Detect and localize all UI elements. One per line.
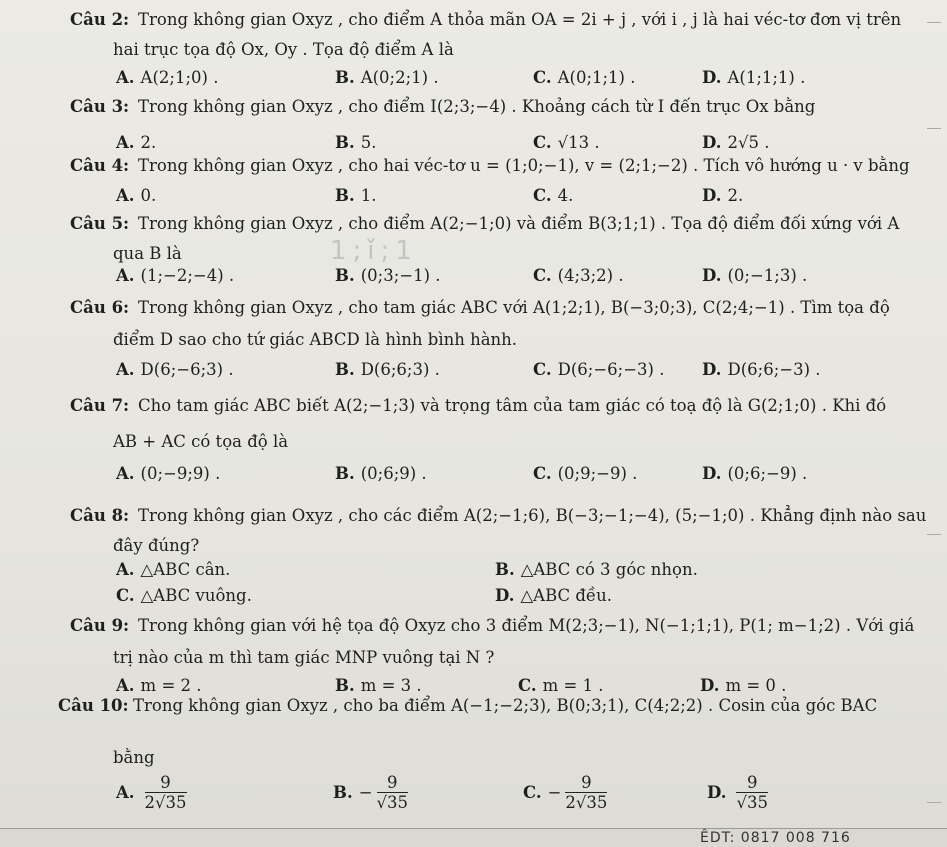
option-letter: A. (116, 360, 135, 379)
option-text: (0;6;9) . (360, 464, 427, 483)
question-number: Câu 8: (70, 506, 130, 525)
option-text: 4. (557, 186, 574, 205)
option-text: 2. (140, 133, 157, 152)
option-letter: C. (533, 464, 552, 483)
handwritten-scribble: 1;ǐ;1 (330, 236, 418, 266)
question-text: Trong không gian Oxyz , cho điểm I(2;3;−4) . Khoảng cách từ I đến trục Ox bằng (138, 97, 816, 116)
option-text: (1;−2;−4) . (140, 266, 235, 285)
option-b[interactable] (335, 68, 439, 88)
option-c[interactable] (116, 586, 252, 606)
option-a[interactable] (116, 68, 218, 88)
option-a[interactable] (116, 360, 234, 380)
denominator: √35 (736, 793, 768, 812)
option-a[interactable] (116, 133, 156, 153)
option-d[interactable] (702, 360, 821, 380)
question-text: qua B là (113, 244, 182, 263)
question-number: Câu 7: (70, 396, 130, 415)
option-text: 5. (360, 133, 377, 152)
denominator: 2√35 (144, 793, 187, 812)
option-letter: B. (335, 676, 355, 695)
option-d[interactable] (702, 186, 743, 206)
option-letter: D. (700, 676, 720, 695)
question-number: Câu 9: (70, 616, 130, 635)
option-text: 0. (140, 186, 157, 205)
option-d[interactable] (702, 68, 805, 88)
option-fraction (377, 774, 409, 813)
option-d[interactable] (707, 774, 768, 813)
option-c[interactable] (533, 464, 637, 484)
option-letter: A. (116, 266, 135, 285)
numerator: 9 (377, 774, 409, 793)
option-letter: D. (702, 133, 722, 152)
question-text: Trong không gian Oxyz , cho hai véc-tơ u = (1;0;−1), v = (2;1;−2) . Tích vô hướng u · v bằng (138, 156, 910, 175)
option-letter: A. (116, 676, 135, 695)
option-letter: C. (533, 266, 552, 285)
option-text: (0;9;−9) . (557, 464, 638, 483)
option-text: A(0;2;1) . (360, 68, 439, 87)
question-text: Trong không gian với hệ tọa độ Oxyz cho 3 điểm M(2;3;−1), N(−1;1;1), P(1; m−1;2) . Với giá (138, 616, 915, 635)
option-c[interactable] (533, 360, 664, 380)
option-fraction (736, 774, 768, 813)
option-letter: C. (533, 186, 552, 205)
option-c[interactable] (533, 133, 600, 153)
option-text: m = 1 . (542, 676, 604, 695)
option-text: m = 0 . (725, 676, 787, 695)
margin-tick (927, 128, 941, 129)
option-text: △ABC có 3 góc nhọn. (520, 560, 698, 579)
option-text: m = 2 . (140, 676, 202, 695)
question-text: điểm D sao cho tứ giác ABCD là hình bình hành. (113, 330, 518, 349)
option-d[interactable] (702, 464, 807, 484)
option-d[interactable] (702, 266, 807, 286)
option-a[interactable] (116, 266, 234, 286)
option-a[interactable] (116, 676, 202, 696)
question-text: Trong không gian Oxyz , cho các điểm A(2;−1;6), B(−3;−1;−4), (5;−1;0) . Khẳng định nào sau (138, 506, 927, 525)
option-a[interactable] (116, 774, 187, 813)
denominator: 2√35 (565, 793, 608, 812)
option-letter: B. (335, 186, 355, 205)
option-text: D(6;6;−3) . (727, 360, 821, 379)
option-fraction (565, 774, 607, 813)
option-letter: C. (523, 783, 542, 802)
question-text: hai trục tọa độ Ox, Oy . Tọa độ điểm A là (113, 40, 454, 59)
option-letter: A. (116, 560, 135, 579)
option-letter: A. (116, 68, 135, 87)
numerator: 9 (565, 774, 607, 793)
option-text: △ABC vuông. (140, 586, 252, 605)
option-letter: C. (116, 586, 135, 605)
option-d[interactable] (700, 676, 786, 696)
option-a[interactable] (116, 186, 156, 206)
option-letter: A. (116, 783, 135, 802)
option-sign: − (358, 783, 373, 802)
option-text: D(6;−6;−3) . (557, 360, 665, 379)
question-number: Câu 5: (70, 214, 130, 233)
option-letter: B. (335, 68, 355, 87)
option-text: 2√5 . (727, 133, 770, 152)
question-text: Trong không gian Oxyz , cho tam giác ABC với A(1;2;1), B(−3;0;3), C(2;4;−1) . Tìm tọa độ (138, 298, 890, 317)
margin-tick (927, 534, 941, 535)
option-b[interactable] (335, 360, 440, 380)
question-number: Câu 4: (70, 156, 130, 175)
option-text: D(6;6;3) . (360, 360, 440, 379)
option-text: m = 3 . (360, 676, 422, 695)
option-b[interactable] (333, 774, 408, 813)
footer-text: ÊDT: 0817 008 716 (700, 830, 851, 846)
question-number: Câu 2: (70, 10, 130, 29)
option-text: (0;−9;9) . (140, 464, 221, 483)
option-b[interactable] (335, 464, 427, 484)
question-text: Cho tam giác ABC biết A(2;−1;3) và trọng tâm của tam giác có toạ độ là G(2;1;0) . Khi đó (138, 396, 887, 415)
option-letter: A. (116, 133, 135, 152)
option-letter: B. (333, 783, 353, 802)
question-text: Trong không gian Oxyz , cho điểm A(2;−1;0) và điểm B(3;1;1) . Tọa độ điểm đối xứng với A (138, 214, 900, 233)
option-text: 1. (360, 186, 377, 205)
option-letter: D. (702, 266, 722, 285)
question-number: Câu 3: (70, 97, 130, 116)
option-c[interactable] (533, 266, 624, 286)
option-letter: D. (495, 586, 515, 605)
margin-tick (927, 22, 941, 23)
numerator: 9 (145, 774, 187, 793)
numerator: 9 (736, 774, 768, 793)
option-letter: B. (335, 464, 355, 483)
option-letter: B. (335, 360, 355, 379)
question-text: Trong không gian Oxyz , cho ba điểm A(−1;−2;3), B(0;3;1), C(4;2;2) . Cosin của góc BAC (133, 696, 878, 715)
question-text: Trong không gian Oxyz , cho điểm A thỏa mãn OA = 2i + j , với i , j là hai véc-tơ đơn vị trên (138, 10, 902, 29)
option-text: (0;3;−1) . (360, 266, 441, 285)
option-letter: A. (116, 186, 135, 205)
option-b[interactable] (335, 676, 422, 696)
option-b[interactable] (335, 133, 376, 153)
option-text: (0;−1;3) . (727, 266, 808, 285)
question-number: Câu 10: (58, 696, 129, 715)
option-a[interactable] (116, 464, 220, 484)
option-letter: C. (518, 676, 537, 695)
option-text: √13 . (557, 133, 600, 152)
option-letter: C. (533, 360, 552, 379)
option-letter: D. (702, 360, 722, 379)
option-c[interactable] (533, 68, 636, 88)
margin-tick (927, 802, 941, 803)
option-b[interactable] (335, 266, 441, 286)
option-text: (0;6;−9) . (727, 464, 808, 483)
question-text: bằng (113, 748, 155, 767)
option-letter: D. (702, 68, 722, 87)
option-letter: C. (533, 133, 552, 152)
option-letter: D. (707, 783, 727, 802)
option-d[interactable] (495, 586, 612, 606)
question-number: Câu 6: (70, 298, 130, 317)
option-letter: A. (116, 464, 135, 483)
option-text: △ABC đều. (520, 586, 612, 605)
question-text: đây đúng? (113, 536, 200, 555)
question-text: AB + AC có tọa độ là (113, 432, 289, 451)
option-letter: D. (702, 464, 722, 483)
option-b[interactable] (335, 186, 376, 206)
option-c[interactable] (533, 186, 573, 206)
option-text: D(6;−6;3) . (140, 360, 234, 379)
option-b[interactable] (495, 560, 698, 580)
option-sign: − (547, 783, 562, 802)
option-letter: D. (702, 186, 722, 205)
option-text: A(0;1;1) . (557, 68, 636, 87)
option-text: A(2;1;0) . (140, 68, 219, 87)
denominator: √35 (376, 793, 409, 812)
option-fraction (145, 774, 187, 813)
option-text: 2. (727, 186, 744, 205)
option-d[interactable] (702, 133, 769, 153)
option-text: △ABC cân. (140, 560, 231, 579)
option-letter: B. (335, 133, 355, 152)
option-c[interactable] (523, 774, 607, 813)
option-letter: B. (495, 560, 515, 579)
option-letter: C. (533, 68, 552, 87)
option-text: (4;3;2) . (557, 266, 624, 285)
option-c[interactable] (518, 676, 604, 696)
option-letter: B. (335, 266, 355, 285)
question-text: trị nào của m thì tam giác MNP vuông tại N ? (113, 648, 495, 667)
option-text: A(1;1;1) . (727, 68, 806, 87)
option-a[interactable] (116, 560, 230, 580)
